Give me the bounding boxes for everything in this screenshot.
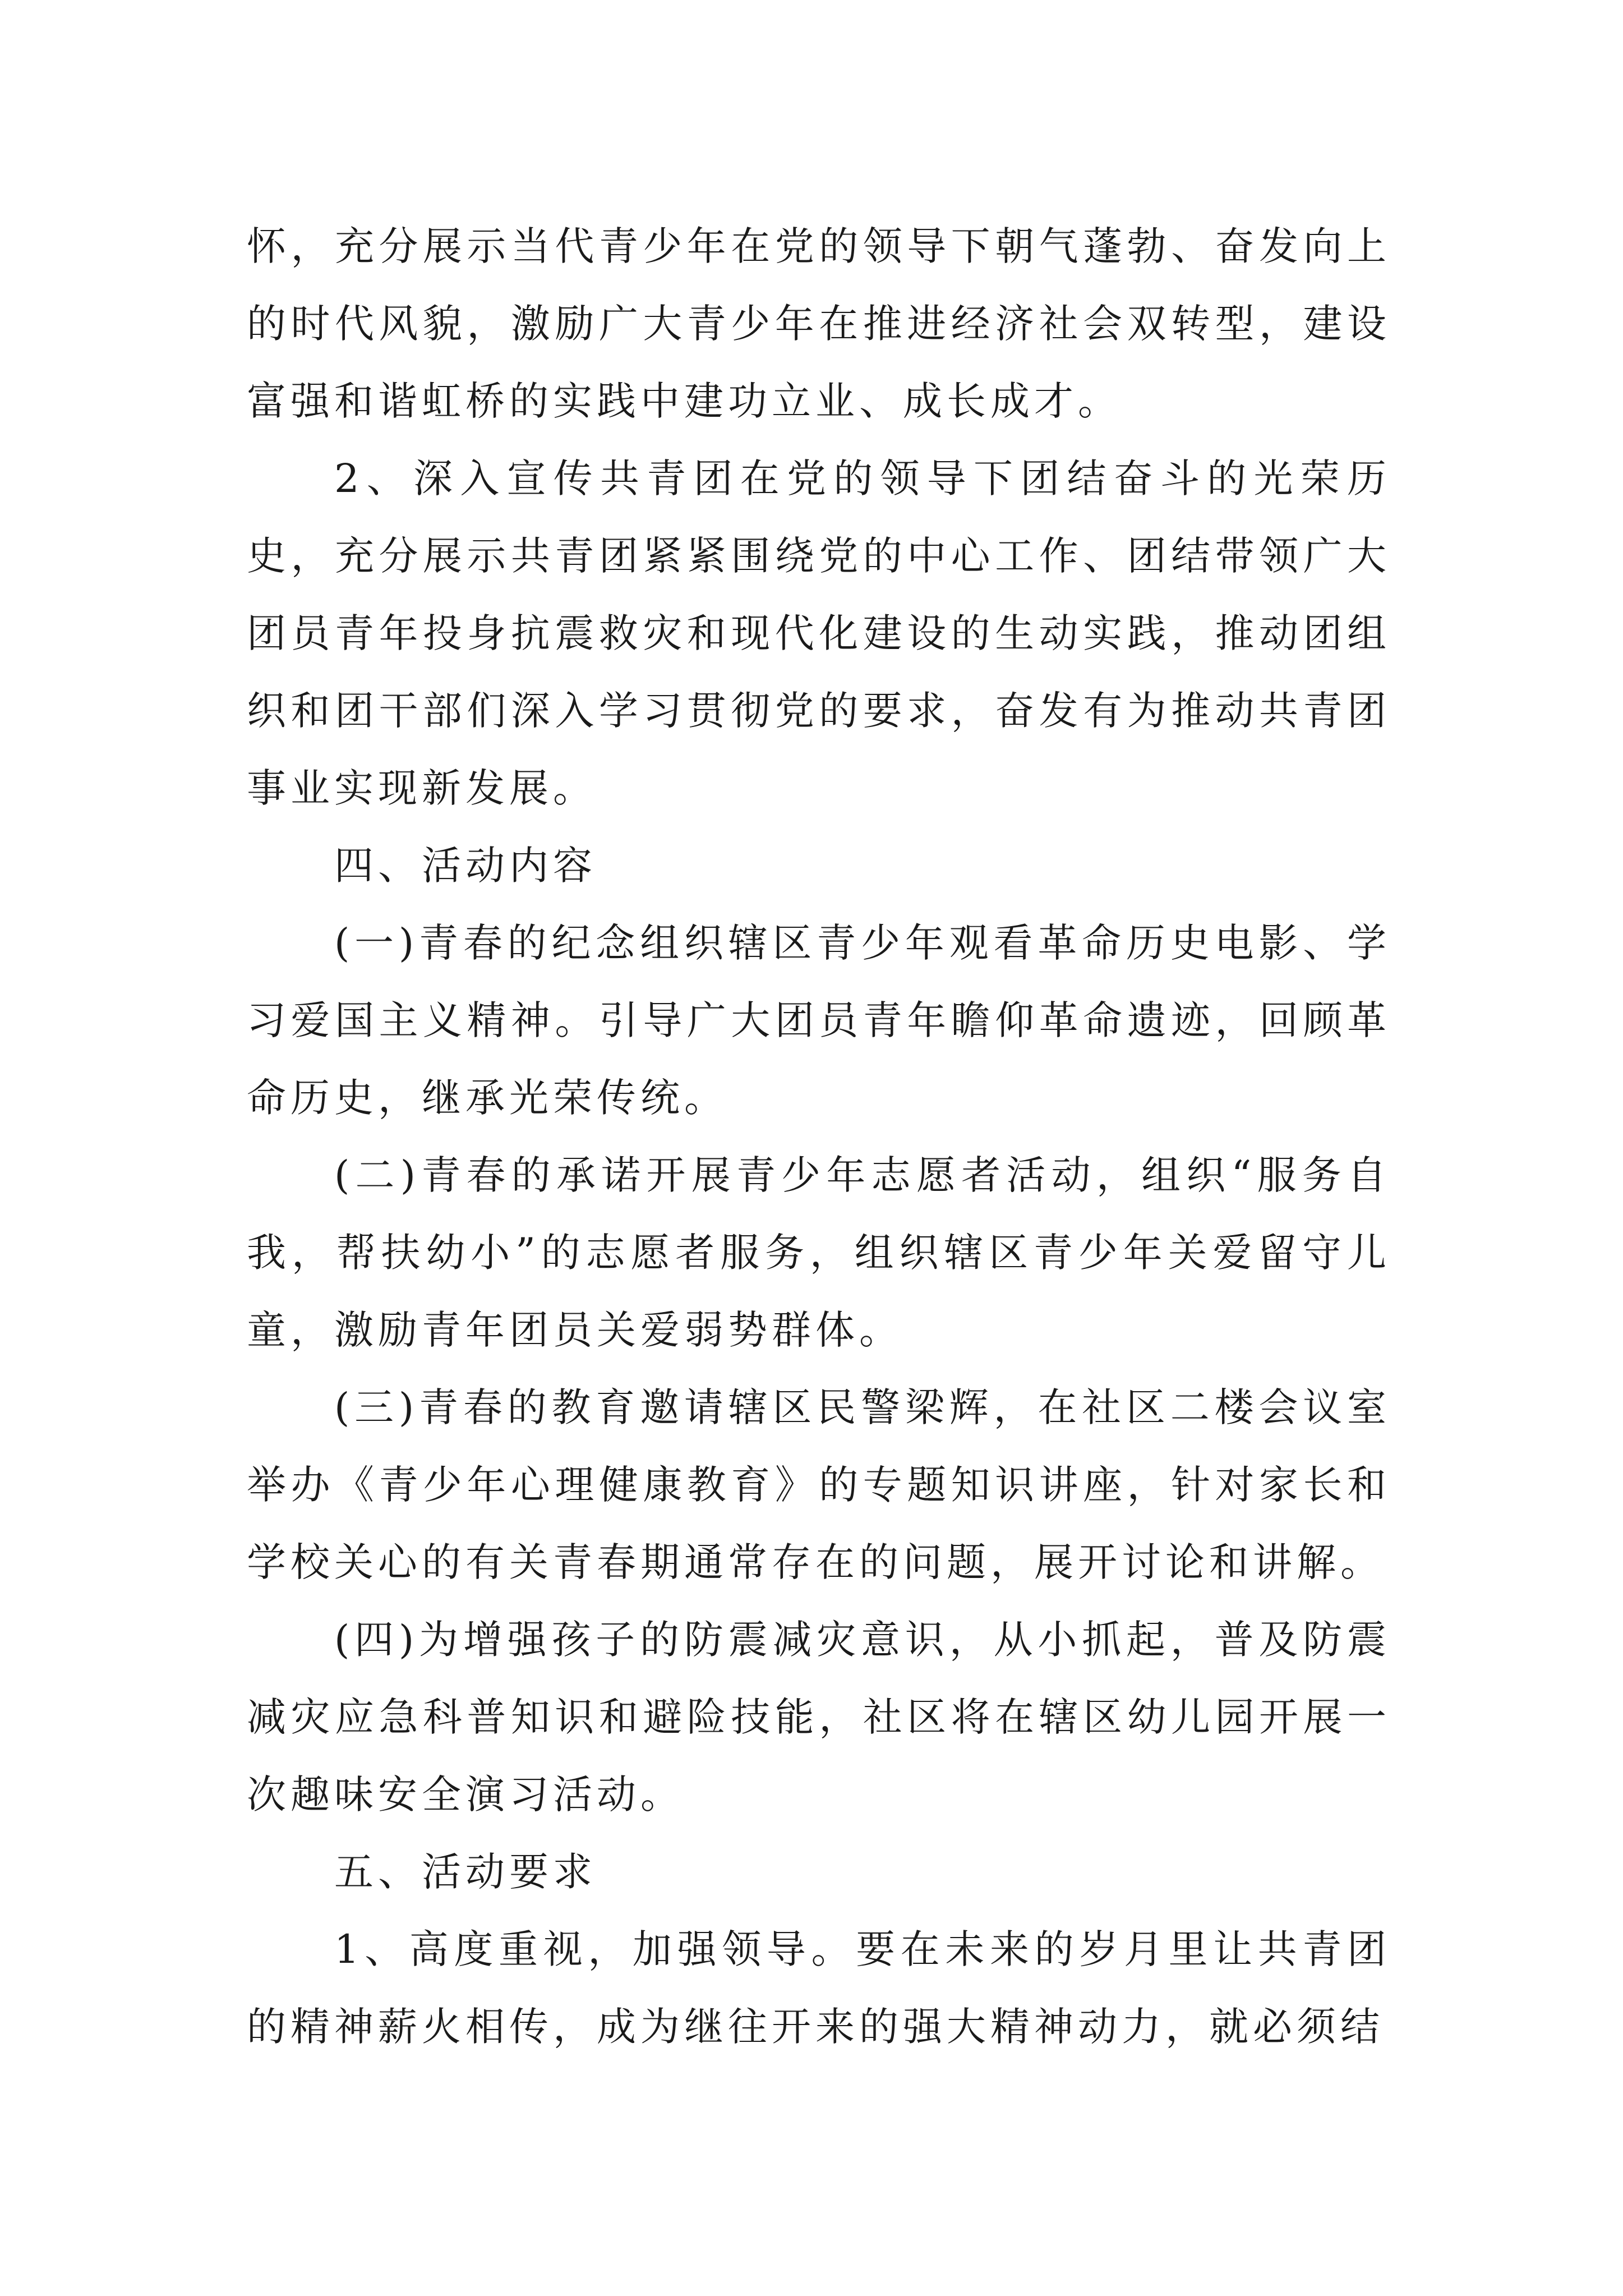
document-body (247, 208, 1391, 2065)
paragraph-item-2-promise: (二)青春的承诺开展青少年志愿者活动，组织“服务自我，帮扶幼小”的志愿者服务，组织辖区青少年关爱留守儿童，激励青年团员关爱弱势群体。 (247, 1152, 1391, 1353)
paragraph-requirement-1: 1、高度重视，加强领导。要在未来的岁月里让共青团的精神薪火相传，成为继往开来的强大精神动力，就必须结 (247, 1926, 1391, 2050)
paragraph-item-1-commemoration: (一)青春的纪念组织辖区青少年观看革命历史电影、学习爱国主义精神。引导广大团员青年瞻仰革命遗迹，回顾革命历史，继承光荣传统。 (247, 920, 1391, 1121)
section-heading-activity-content: 四、活动内容 (334, 843, 597, 889)
paragraph-item-2: 2、深入宣传共青团在党的领导下团结奋斗的光荣历史，充分展示共青团紧紧围绕党的中心工作、团结带领广大团员青年投身抗震救灾和现代化建设的生动实践，推动团组织和团干部们深入学习贯彻党的要求，奋发有为推动共青团事业实现新发展。 (247, 455, 1391, 811)
paragraph-item-3-education: (三)青春的教育邀请辖区民警梁辉，在社区二楼会议室举办《青少年心理健康教育》的专题知识讲座，针对家长和学校关心的有关青春期通常存在的问题，展开讨论和讲解。 (247, 1384, 1391, 1585)
paragraph-item-4-safety-drill: (四)为增强孩子的防震减灾意识，从小抓起，普及防震减灾应急科普知识和避险技能，社区将在辖区幼儿园开展一次趣味安全演习活动。 (247, 1617, 1391, 1818)
section-heading-activity-requirements: 五、活动要求 (334, 1849, 597, 1895)
paragraph-continuation: 怀，充分展示当代青少年在党的领导下朝气蓬勃、奋发向上的时代风貌，激励广大青少年在推进经济社会双转型，建设富强和谐虹桥的实践中建功立业、成长成才。 (247, 223, 1391, 424)
